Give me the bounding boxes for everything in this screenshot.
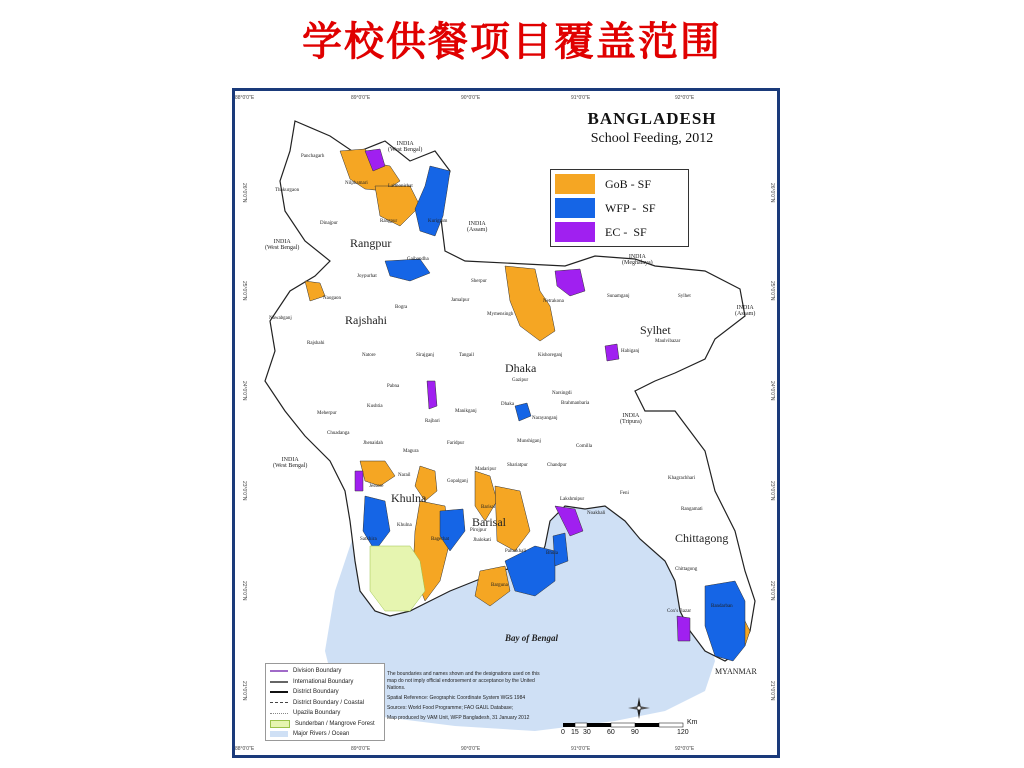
district-label: Bagerhat (431, 537, 450, 542)
district-label: Sylhet (678, 294, 691, 299)
district-label: Brahmanbaria (561, 401, 590, 406)
district-label: Nilphamari (345, 181, 368, 186)
legend-swatch-ec (555, 222, 595, 242)
country-name: INDIA (468, 221, 486, 227)
bl-label: Division Boundary (293, 668, 342, 675)
legend-item-ec (555, 222, 647, 242)
bl-label: Major Rivers / Ocean (293, 731, 350, 738)
bl-division (270, 666, 380, 677)
division-label-rangpur: Rangpur (350, 236, 392, 250)
international-line-swatch (270, 681, 288, 683)
district-label: Shariatpur (507, 463, 528, 468)
district-label: Netrakona (543, 299, 564, 304)
coastal-line-swatch (270, 702, 288, 703)
district-label: Dhaka (501, 402, 515, 407)
latitude-label: 25°0'0"N (241, 281, 247, 301)
ec-region-coxsbazar (677, 616, 690, 641)
country-label-assam-east (735, 305, 755, 317)
district-label: Meherpur (317, 411, 337, 416)
country-name: INDIA (628, 254, 646, 260)
district-label: Dinajpur (320, 221, 338, 226)
district-label: Chandpur (547, 463, 567, 468)
district-label: Maulvibazar (655, 339, 681, 344)
river-fill-swatch (270, 731, 288, 737)
country-label-west-bengal-north (388, 141, 422, 153)
country-sub: (West Bengal) (388, 147, 423, 153)
district-label: Cox's Bazar (667, 609, 692, 614)
division-label-chittagong: Chittagong (675, 531, 729, 545)
district-label: Khagrachhari (668, 476, 696, 481)
district-label: Kishoreganj (538, 353, 563, 358)
district-label: Patuakhali (505, 549, 527, 554)
district-label: Pirojpur (470, 528, 487, 533)
map-notes (387, 671, 547, 725)
longitude-label-bottom: 89°0'0"E (351, 746, 371, 752)
division-line-swatch (270, 670, 288, 672)
latitude-label-right: 25°0'0"N (769, 281, 775, 301)
map-frame (232, 88, 780, 758)
scale-unit: Km (687, 719, 698, 726)
compass-rose-icon (627, 696, 651, 720)
scale-tick: 30 (583, 729, 591, 736)
longitude-label-bottom: 88°0'0"E (235, 746, 255, 752)
district-label: Thakurgaon (275, 188, 300, 193)
country-label-meghalaya (622, 254, 653, 266)
district-label: Jhenaidah (363, 441, 383, 446)
scale-tick: 120 (677, 729, 689, 736)
country-label-west-bengal-south (273, 457, 307, 469)
district-label: Feni (620, 491, 629, 496)
division-label-sylhet: Sylhet (640, 323, 671, 337)
bl-mangrove (270, 719, 380, 730)
district-label: Bogra (395, 305, 408, 310)
slide-title: 学校供餐项目覆盖范围 (302, 19, 722, 65)
legend-item-wfp (555, 198, 656, 218)
district-label: Jessore (369, 484, 384, 489)
division-label-barisal: Barisal (472, 515, 506, 529)
latitude-label: 24°0'0"N (241, 381, 247, 401)
map-title-block (532, 109, 772, 147)
district-label: Gaibandha (407, 257, 429, 262)
note-spatial-reference: Spatial Reference: Geographic Coordinate System WGS 1984 (387, 695, 526, 701)
ec-region-khulna-west (355, 471, 363, 491)
country-label-assam-north (467, 221, 487, 233)
sea-label: Bay of Bengal (505, 633, 558, 643)
country-sub: (West Bengal) (273, 463, 308, 469)
district-label: Joypurhat (357, 274, 377, 279)
legend-label-wfp: WFP - SF (605, 200, 656, 215)
division-label-dhaka: Dhaka (505, 361, 537, 375)
district-line-swatch (270, 691, 288, 693)
country-label-west-bengal-mid (265, 239, 299, 251)
district-label: Kurigram (428, 219, 448, 224)
district-label: Madaripur (475, 467, 497, 472)
district-label: Rangamati (681, 507, 703, 512)
district-label: Tangail (459, 353, 474, 358)
district-label: Panchagarh (301, 154, 325, 159)
longitude-label-bottom: 92°0'0"E (675, 746, 695, 752)
bl-label: Upazila Boundary (293, 710, 341, 717)
bangladesh-map (235, 91, 777, 755)
district-label: Lalmonirhat (388, 184, 413, 189)
latitude-label-right: 21°0'0"N (769, 681, 775, 701)
district-label: Sherpur (471, 279, 487, 284)
district-label: Manikganj (455, 409, 477, 414)
district-label: Khulna (397, 523, 412, 528)
country-label-tripura (620, 413, 642, 425)
district-label: Naogaon (323, 296, 342, 301)
district-label: Rajbari (425, 419, 440, 424)
mangrove-fill-swatch (270, 720, 290, 728)
district-label: Noakhali (587, 511, 606, 516)
latitude-label: 22°0'0"N (241, 581, 247, 601)
map-title: BANGLADESH (587, 109, 717, 128)
longitude-label: 90°0'0"E (461, 95, 481, 101)
district-label: Narail (398, 473, 411, 478)
district-label: Narayanganj (532, 416, 558, 421)
district-label: Gopalganj (447, 479, 468, 484)
bl-district-coastal (270, 698, 380, 709)
scale-tick: 90 (631, 729, 639, 736)
country-sub: (Assam) (735, 311, 756, 317)
legend-label-ec: EC - SF (605, 224, 647, 239)
scale-tick: 15 (571, 729, 579, 736)
district-label: Pabna (387, 384, 400, 389)
district-label: Barguna (491, 583, 508, 588)
district-label: Rajshahi (307, 341, 325, 346)
scale-tick: 0 (561, 729, 565, 736)
district-label: Munshiganj (517, 439, 541, 444)
country-sub: (Assam) (467, 227, 488, 233)
ec-region-habiganj (605, 344, 619, 361)
bl-rivers (270, 729, 380, 740)
latitude-label-right: 26°0'0"N (769, 183, 775, 203)
country-name: INDIA (396, 141, 414, 147)
latitude-label: 26°0'0"N (241, 183, 247, 203)
country-name: INDIA (281, 457, 299, 463)
district-label: Chuadanga (327, 431, 350, 436)
bl-district (270, 687, 380, 698)
latitude-label-right: 24°0'0"N (769, 381, 775, 401)
bl-international (270, 677, 380, 688)
country-sub: (Tripura) (620, 419, 642, 425)
longitude-label-bottom: 90°0'0"E (461, 746, 481, 752)
note-sources: Sources: World Food Programme; FAO GAUL Database; (387, 705, 514, 711)
division-label-khulna: Khulna (391, 491, 427, 505)
country-sub: (West Bengal) (265, 245, 300, 251)
district-label: Sunamganj (607, 294, 630, 299)
mangrove-forest (370, 546, 425, 611)
district-label: Nawabganj (269, 316, 292, 321)
note-producer: Map produced by VAM Unit, WFP Bangladesh, 31 January 2012 (387, 715, 530, 721)
country-name: INDIA (273, 239, 291, 245)
district-label: Jhalokati (473, 538, 492, 543)
latitude-label: 21°0'0"N (241, 681, 247, 701)
district-label: Natore (362, 353, 376, 358)
district-label: Barisal (481, 505, 496, 510)
district-label: Faridpur (447, 441, 465, 446)
map-subtitle: School Feeding, 2012 (590, 131, 714, 146)
district-label: Chittagong (675, 567, 698, 572)
latitude-label-right: 23°0'0"N (769, 481, 775, 501)
district-label: Comilla (576, 444, 593, 449)
bl-upazila (270, 708, 380, 719)
district-label: Magura (403, 449, 419, 454)
boundary-legend (265, 663, 385, 741)
district-label: Kushtia (367, 404, 383, 409)
longitude-label: 88°0'0"E (235, 95, 255, 101)
legend-item-gob (555, 174, 651, 194)
district-label: Bhola (546, 551, 558, 556)
scale-bar (563, 721, 713, 743)
district-label: Lakshmipur (560, 497, 585, 502)
upazila-line-swatch (270, 713, 288, 714)
country-sub: (Meghalaya) (622, 260, 653, 266)
note-disclaimer: The boundaries and names shown and the designations used on this map do not imply official endorsement or acceptance by the United Nations. (387, 671, 540, 691)
latitude-label-right: 22°0'0"N (769, 581, 775, 601)
longitude-label: 89°0'0"E (351, 95, 371, 101)
country-name: INDIA (622, 413, 640, 419)
wfp-region-bhola (553, 533, 568, 566)
district-label: Narsingdi (552, 391, 572, 396)
legend-swatch-wfp (555, 198, 595, 218)
bl-label: District Boundary / Coastal (293, 699, 365, 706)
scale-tick: 60 (607, 729, 615, 736)
district-label: Gazipur (512, 378, 529, 383)
latitude-label: 23°0'0"N (241, 481, 247, 501)
district-label: Habiganj (621, 349, 640, 354)
district-label: Rangpur (380, 219, 398, 224)
district-label: Bandarban (711, 604, 733, 609)
district-label: Sirajganj (416, 353, 435, 358)
district-label: Jamalpur (451, 298, 470, 303)
legend-label-gob: GoB - SF (605, 176, 652, 191)
legend-swatch-gob (555, 174, 595, 194)
bl-label: International Boundary (293, 678, 354, 685)
sf-legend (550, 169, 689, 247)
longitude-label: 92°0'0"E (675, 95, 695, 101)
district-label: Satkhira (360, 537, 377, 542)
longitude-label-bottom: 91°0'0"E (571, 746, 591, 752)
country-name: INDIA (736, 305, 754, 311)
longitude-label: 91°0'0"E (571, 95, 591, 101)
bl-label: Sunderban / Mangrove Forest (295, 720, 375, 727)
bl-label: District Boundary (293, 689, 339, 696)
district-label: Mymensingh (487, 312, 514, 317)
country-label-myanmar: MYANMAR (715, 667, 757, 676)
ec-region-pabna (427, 381, 437, 409)
division-label-rajshahi: Rajshahi (345, 313, 387, 327)
sunderban-mangrove (370, 546, 425, 611)
